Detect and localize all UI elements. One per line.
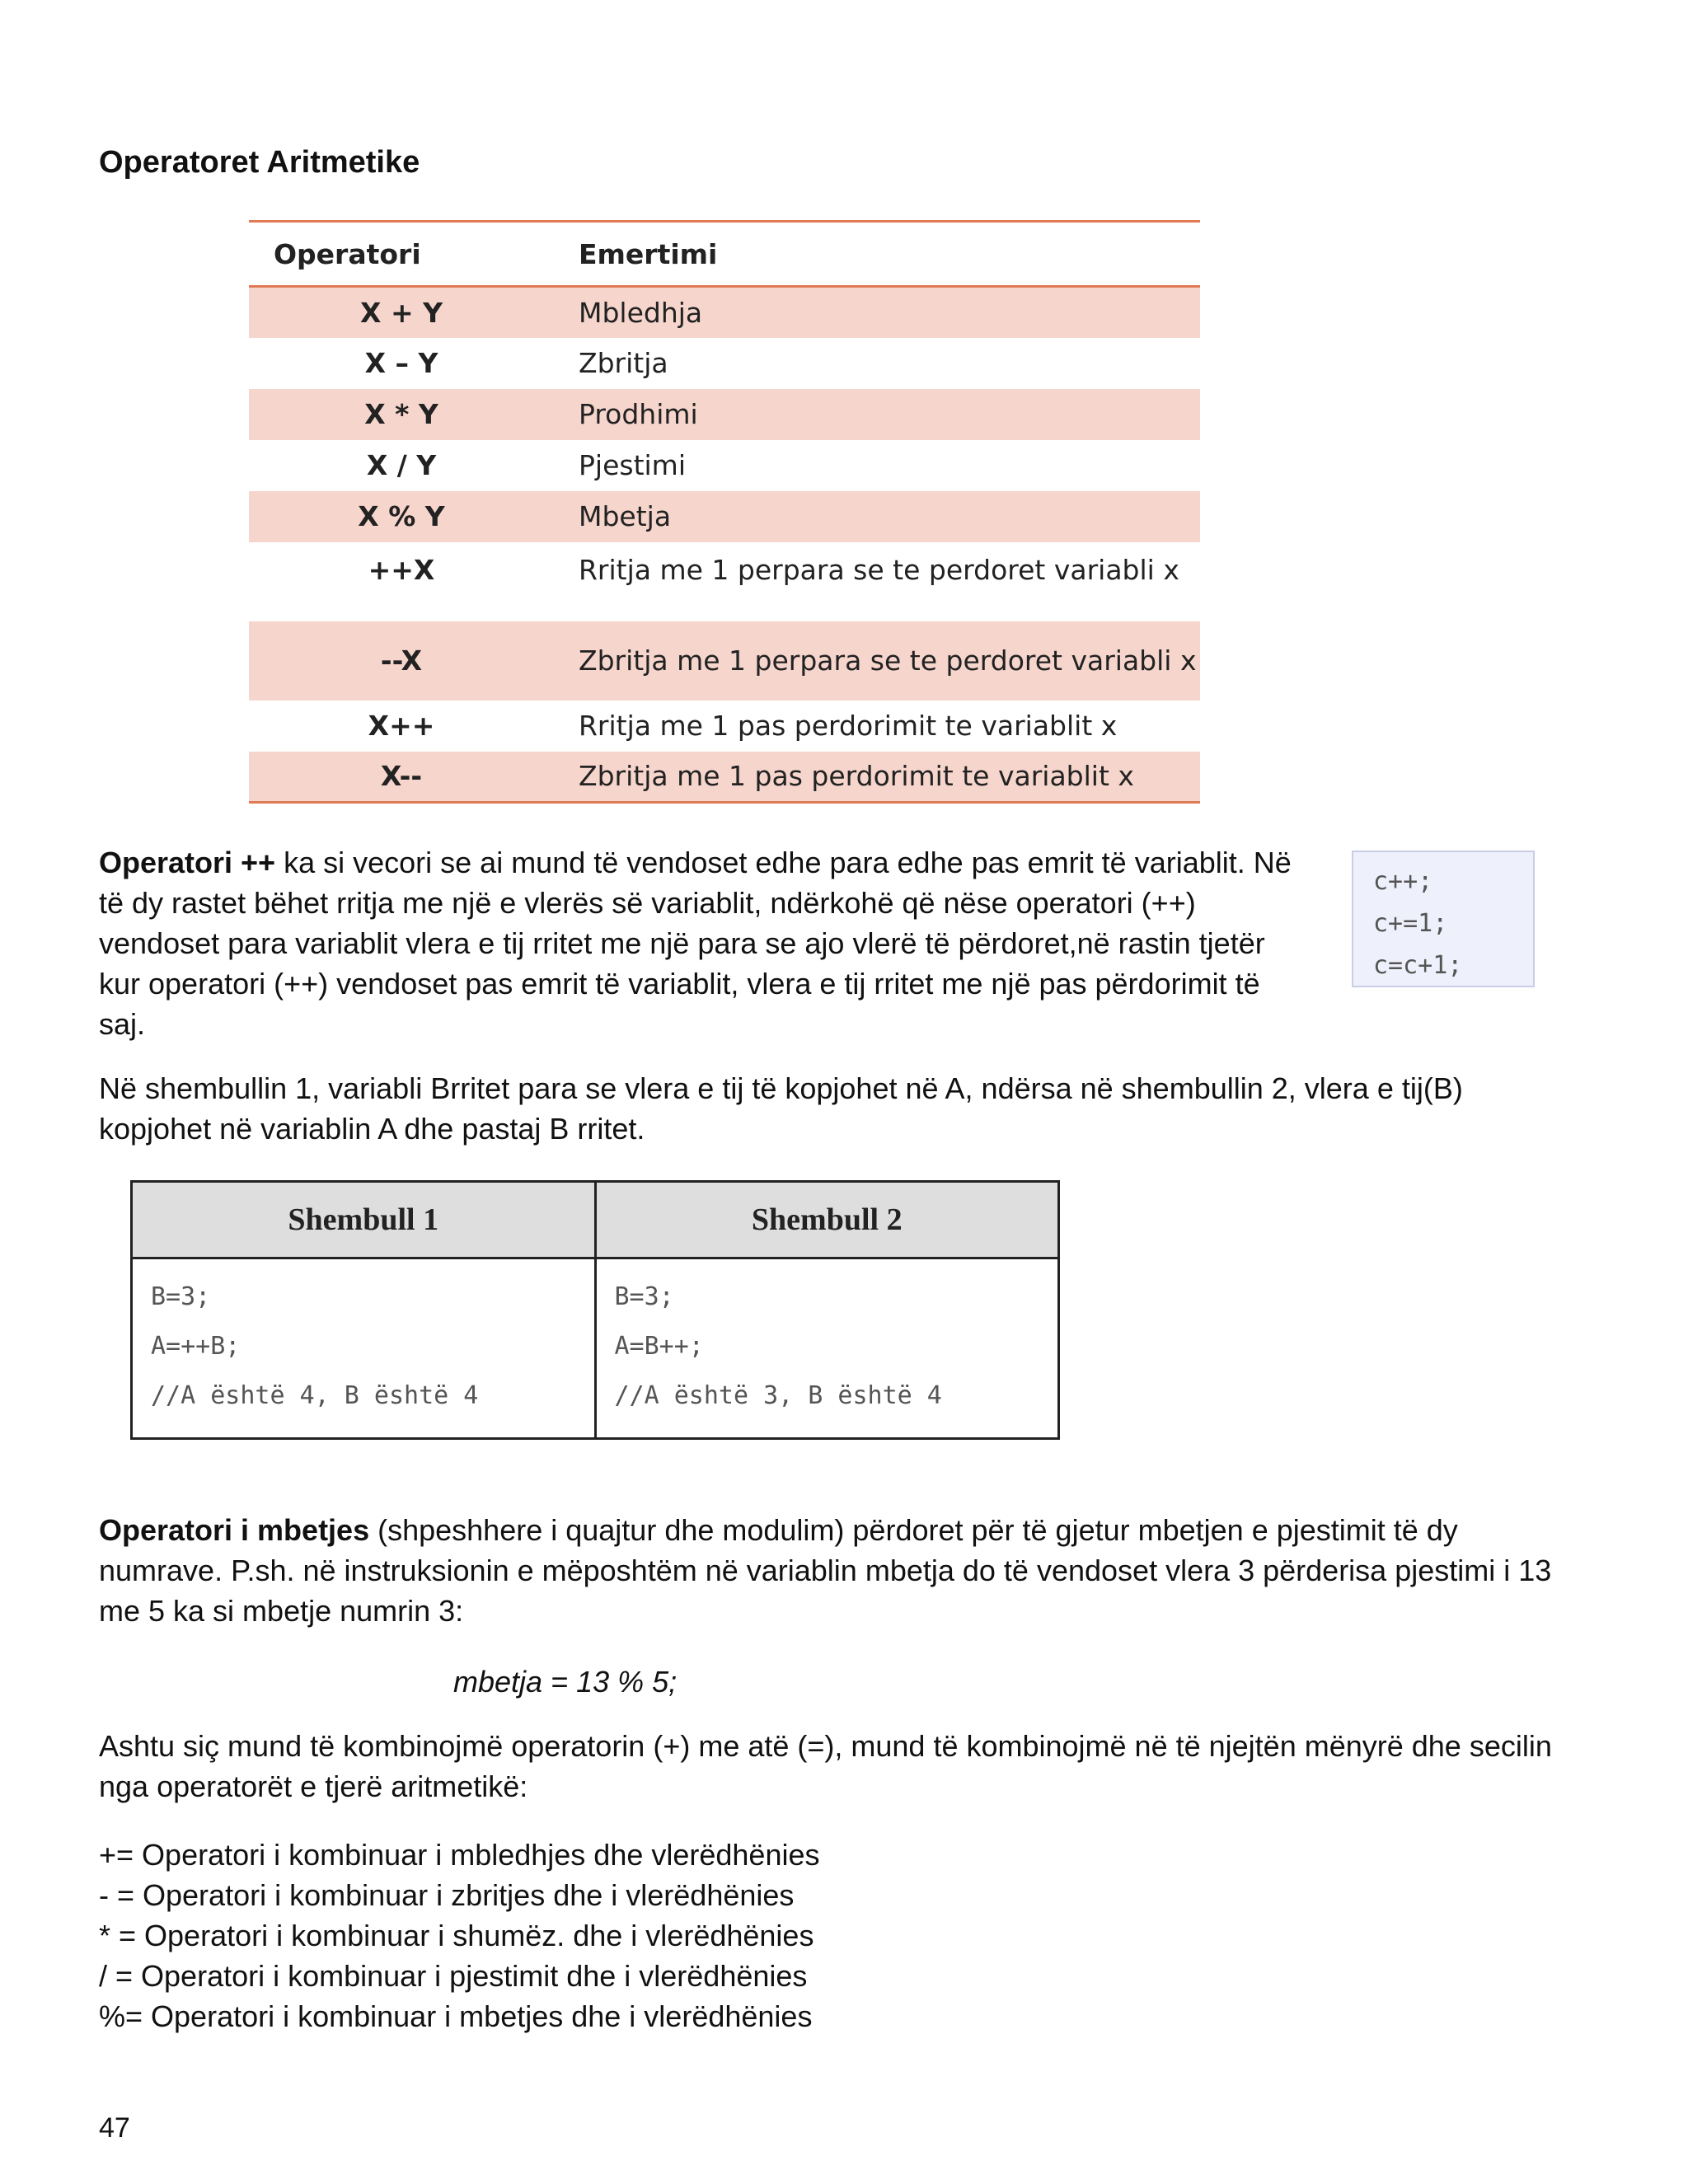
list-item: / = Operatori i kombinuar i pjestimit dhe i vlerëdhënies bbox=[99, 1959, 808, 1993]
paragraph-line: kur operatori (++) vendoset pas emrit të variablit, vlera e tij rritet me një pas përdorimit të bbox=[99, 967, 1260, 1001]
list-item: - = Operatori i kombinuar i zbritjes dhe i vlerëdhënies bbox=[99, 1878, 795, 1912]
operator-cell: --X bbox=[380, 644, 423, 677]
example-explanation-paragraph bbox=[99, 1068, 1632, 1149]
section-heading: Operatoret Aritmetike bbox=[99, 145, 420, 180]
code-snippet-box bbox=[1352, 851, 1535, 987]
operator-cell: X-- bbox=[380, 760, 423, 793]
operator-cell: X % Y bbox=[358, 500, 445, 532]
combined-operators-list bbox=[99, 1835, 1648, 2036]
operator-cell: ++X bbox=[368, 553, 435, 586]
operator-name-cell: Rritja me 1 pas perdorimit te variablit x bbox=[579, 710, 1118, 742]
paragraph-line: Në shembullin 1, variabli Brritet para se vlera e tij të kopjohet në A, ndërsa në shembullin 2, vlera e tij(B) bbox=[99, 1071, 1463, 1105]
bold-term: Operatori i mbetjes bbox=[99, 1513, 370, 1547]
operators-table-header bbox=[249, 222, 1200, 287]
table-row bbox=[249, 752, 1200, 803]
paragraph-line: ka si vecori se ai mund të vendoset edhe para edhe pas emrit të variablit. Në bbox=[275, 846, 1292, 879]
paragraph-line: nga operatorët e tjerë aritmetikë: bbox=[99, 1769, 528, 1803]
code-line: //A është 4, B është 4 bbox=[151, 1381, 479, 1410]
code-line: A=B++; bbox=[614, 1332, 704, 1361]
operator-cell: X + Y bbox=[360, 296, 443, 329]
table-row bbox=[249, 701, 1200, 752]
example-2-code bbox=[595, 1258, 1059, 1439]
operator-name-cell: Prodhimi bbox=[579, 398, 698, 430]
operator-column-header: Operatori bbox=[274, 237, 421, 270]
example-1-header: Shembull 1 bbox=[132, 1182, 596, 1258]
operator-name-cell: Mbetja bbox=[579, 500, 672, 532]
table-row bbox=[249, 542, 1200, 621]
example-2-header: Shembull 2 bbox=[595, 1182, 1059, 1258]
code-line: c+=1; bbox=[1373, 909, 1448, 938]
example-1-code bbox=[132, 1258, 596, 1439]
list-item: %= Operatori i kombinuar i mbetjes dhe i vlerëdhënies bbox=[99, 1999, 813, 2033]
paragraph-line: kopjohet në variablin A dhe pastaj B rritet. bbox=[99, 1112, 645, 1146]
modulus-operator-paragraph bbox=[99, 1510, 1648, 1631]
list-item: * = Operatori i kombinuar i shumëz. dhe i vlerëdhënies bbox=[99, 1919, 814, 1952]
code-line: B=3; bbox=[151, 1282, 211, 1311]
operator-cell: X * Y bbox=[364, 398, 438, 430]
bold-term: Operatori ++ bbox=[99, 846, 276, 879]
paragraph-line: Ashtu siç mund të kombinojmë operatorin (+) me atë (=), mund të kombinojmë në të njejtën mënyrë dhe secilin bbox=[99, 1729, 1552, 1763]
name-column-header: Emertimi bbox=[579, 237, 718, 270]
code-line: c++; bbox=[1373, 867, 1433, 896]
operator-name-cell: Zbritja me 1 perpara se te perdoret variabli x bbox=[579, 644, 1197, 677]
operator-name-cell: Pjestimi bbox=[579, 449, 686, 481]
increment-operator-paragraph bbox=[99, 842, 1352, 1044]
operator-cell: X / Y bbox=[366, 449, 437, 481]
operator-cell: X++ bbox=[368, 710, 435, 742]
code-line: B=3; bbox=[614, 1282, 674, 1311]
table-row bbox=[249, 338, 1200, 389]
table-row bbox=[249, 491, 1200, 542]
operator-name-cell: Mbledhja bbox=[579, 296, 703, 329]
operators-table bbox=[249, 220, 1200, 804]
table-row bbox=[249, 287, 1200, 338]
operator-name-cell: Zbritja bbox=[579, 347, 668, 379]
table-row bbox=[249, 621, 1200, 701]
paragraph-line: numrave. P.sh. në instruksionin e mëposhtëm në variablin mbetja do të vendoset vlera 3 përderisa pjestimi i 13 bbox=[99, 1554, 1552, 1587]
paragraph-line: të dy rastet bëhet rritja me një e vlerës së variablit, ndërkohë që nëse operatori (++) bbox=[99, 886, 1196, 920]
page-number: 47 bbox=[99, 2112, 130, 2144]
code-line: A=++B; bbox=[151, 1332, 241, 1361]
examples-table bbox=[130, 1180, 1060, 1440]
paragraph-line: (shpeshhere i quajtur dhe modulim) përdoret për të gjetur mbetjen e pjestimit të dy bbox=[369, 1513, 1458, 1547]
list-item: += Operatori i kombinuar i mbledhjes dhe vlerëdhënies bbox=[99, 1838, 820, 1872]
operator-name-cell: Zbritja me 1 pas perdorimit te variablit x bbox=[579, 760, 1134, 793]
combined-operators-intro bbox=[99, 1726, 1648, 1807]
operator-cell: X – Y bbox=[364, 347, 438, 379]
code-line: //A është 3, B është 4 bbox=[614, 1381, 942, 1410]
modulus-formula: mbetja = 13 % 5; bbox=[453, 1665, 678, 1699]
operator-name-cell: Rritja me 1 perpara se te perdoret variabli x bbox=[579, 553, 1179, 586]
table-row bbox=[249, 440, 1200, 491]
paragraph-line: vendoset para variablit vlera e tij rritet me një para se ajo vlerë të përdoret,në rastin tjetër bbox=[99, 926, 1265, 960]
code-line: c=c+1; bbox=[1373, 951, 1463, 980]
paragraph-line: saj. bbox=[99, 1007, 146, 1041]
paragraph-line: me 5 ka si mbetje numrin 3: bbox=[99, 1594, 464, 1628]
table-row bbox=[249, 389, 1200, 440]
